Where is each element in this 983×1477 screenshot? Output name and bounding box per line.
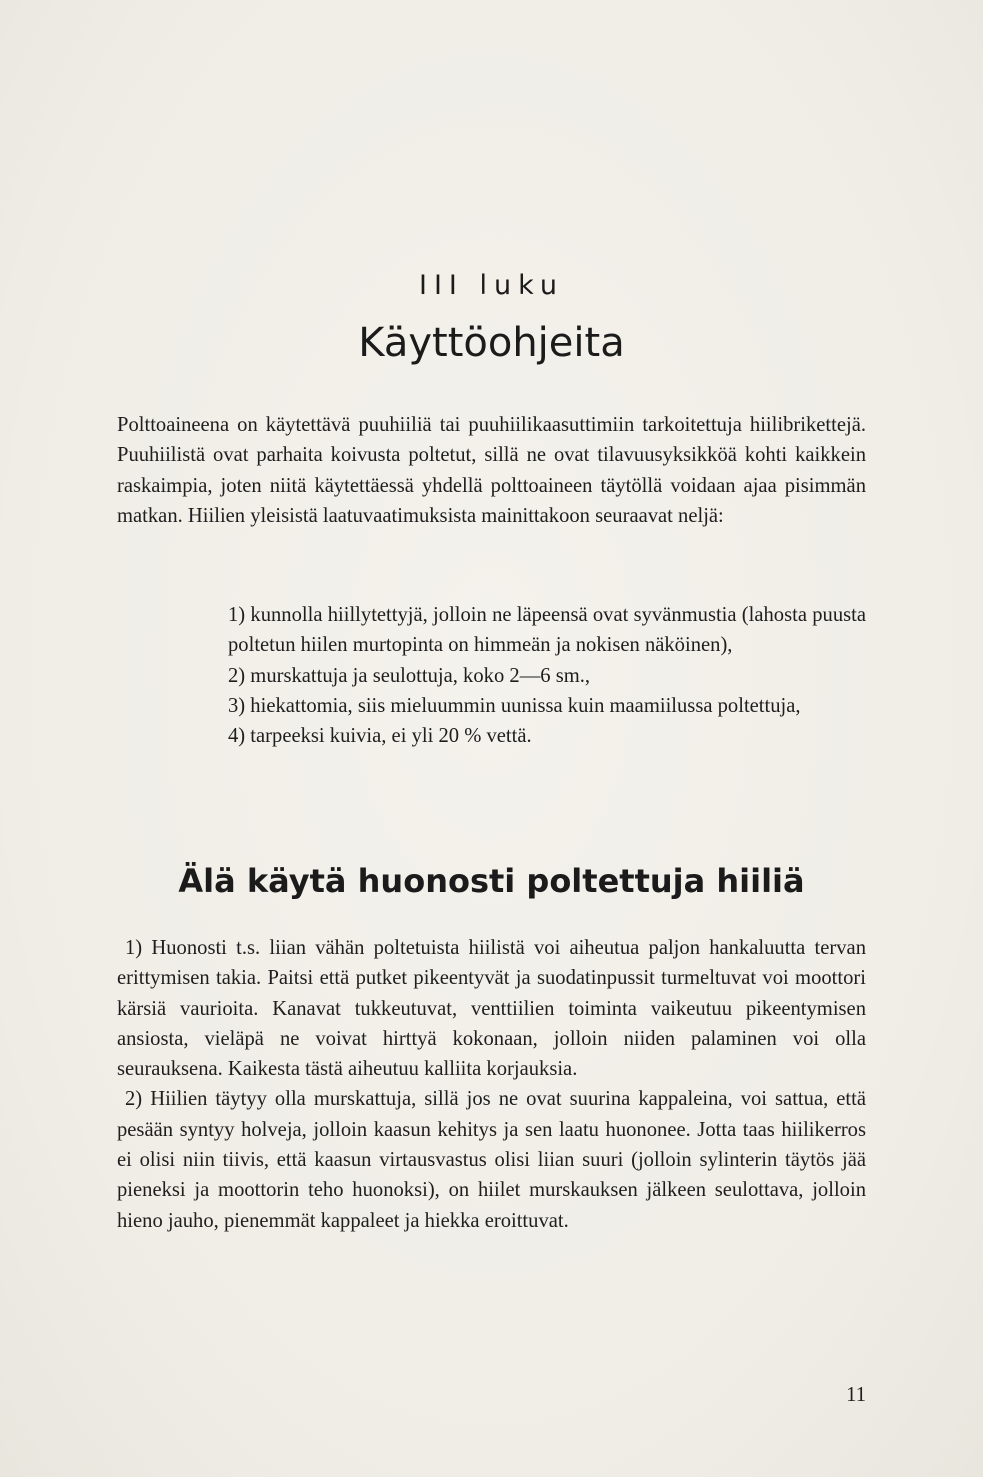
list-item: 3) hiekattomia, siis mieluummin uunissa kuin maamiilussa poltettuja, [228,694,801,717]
intro-text: Polttoaineena on käytettävä puuhiiliä tai puuhiilikaasuttimiin tarkoitettuja hiilibrikettejä. Puuhiilistä ovat parhaita koivusta poltetut, sillä ne ovat tilavuusyksikköä kohti kaikkein raskaimpia, joten niitä käytettäessä yhdellä polttoaineen täytöllä voidaan ajaa pisimmän matkan. Hiilien yleisistä laatuvaatimuksista mainittakoon seuraavat neljä: [117,414,866,527]
requirements-list [228,600,866,751]
section-paragraph: 2) Hiilien täytyy olla murskattuja, sillä jos ne ovat suurina kappaleina, voi sattua, että pesään syntyy holveja, jolloin kaasun kehitys ja sen laatu huononee. Jotta taas hiilikerros ei olisi niin tiivis, että kaasun virtausvastus olisi liian suuri (jolloin sylinterin täytös jää pieneksi ja moottorin teho huonoksi), on hiilet murskauksen jälkeen seulottava, jolloin hieno jauho, pienemmät kappaleet ja hiekka eroittuvat. [117,1088,866,1232]
chapter-title: Käyttöohjeita [358,320,625,366]
section-title: Älä käytä huonosti poltettuja hiiliä [178,862,805,900]
list-item: 2) murskattuja ja seulottuja, koko 2—6 sm., [228,664,591,687]
chapter-number: III luku [418,270,564,301]
intro-paragraph [117,410,866,531]
page-number: 11 [846,1384,866,1406]
list-item: 4) tarpeeksi kuivia, ei yli 20 % vettä. [228,725,532,748]
list-item: 1) kunnolla hiillytettyjä, jolloin ne läpeensä ovat syvänmustia (lahosta puusta poltetun hiilen murtopinta on himmeän ja nokisen näköinen), [228,604,866,657]
section-body [117,933,866,1236]
section-paragraph: 1) Huonosti t.s. liian vähän poltetuista hiilistä voi aiheutua paljon hankaluutta tervan erittymisen takia. Paitsi että putket pikeentyvät ja suodatinpussit turmeltuvat voi moottori kärsiä vaurioita. Kanavat tukkeutuvat, venttiilien toiminta vaikeutuu pikeentymisen ansiosta, vieläpä ne voivat hirttyä kokonaan, jolloin niiden palaminen voi olla seurauksena. Kaikesta tästä aiheutuu kalliita korjauksia. [117,937,866,1081]
